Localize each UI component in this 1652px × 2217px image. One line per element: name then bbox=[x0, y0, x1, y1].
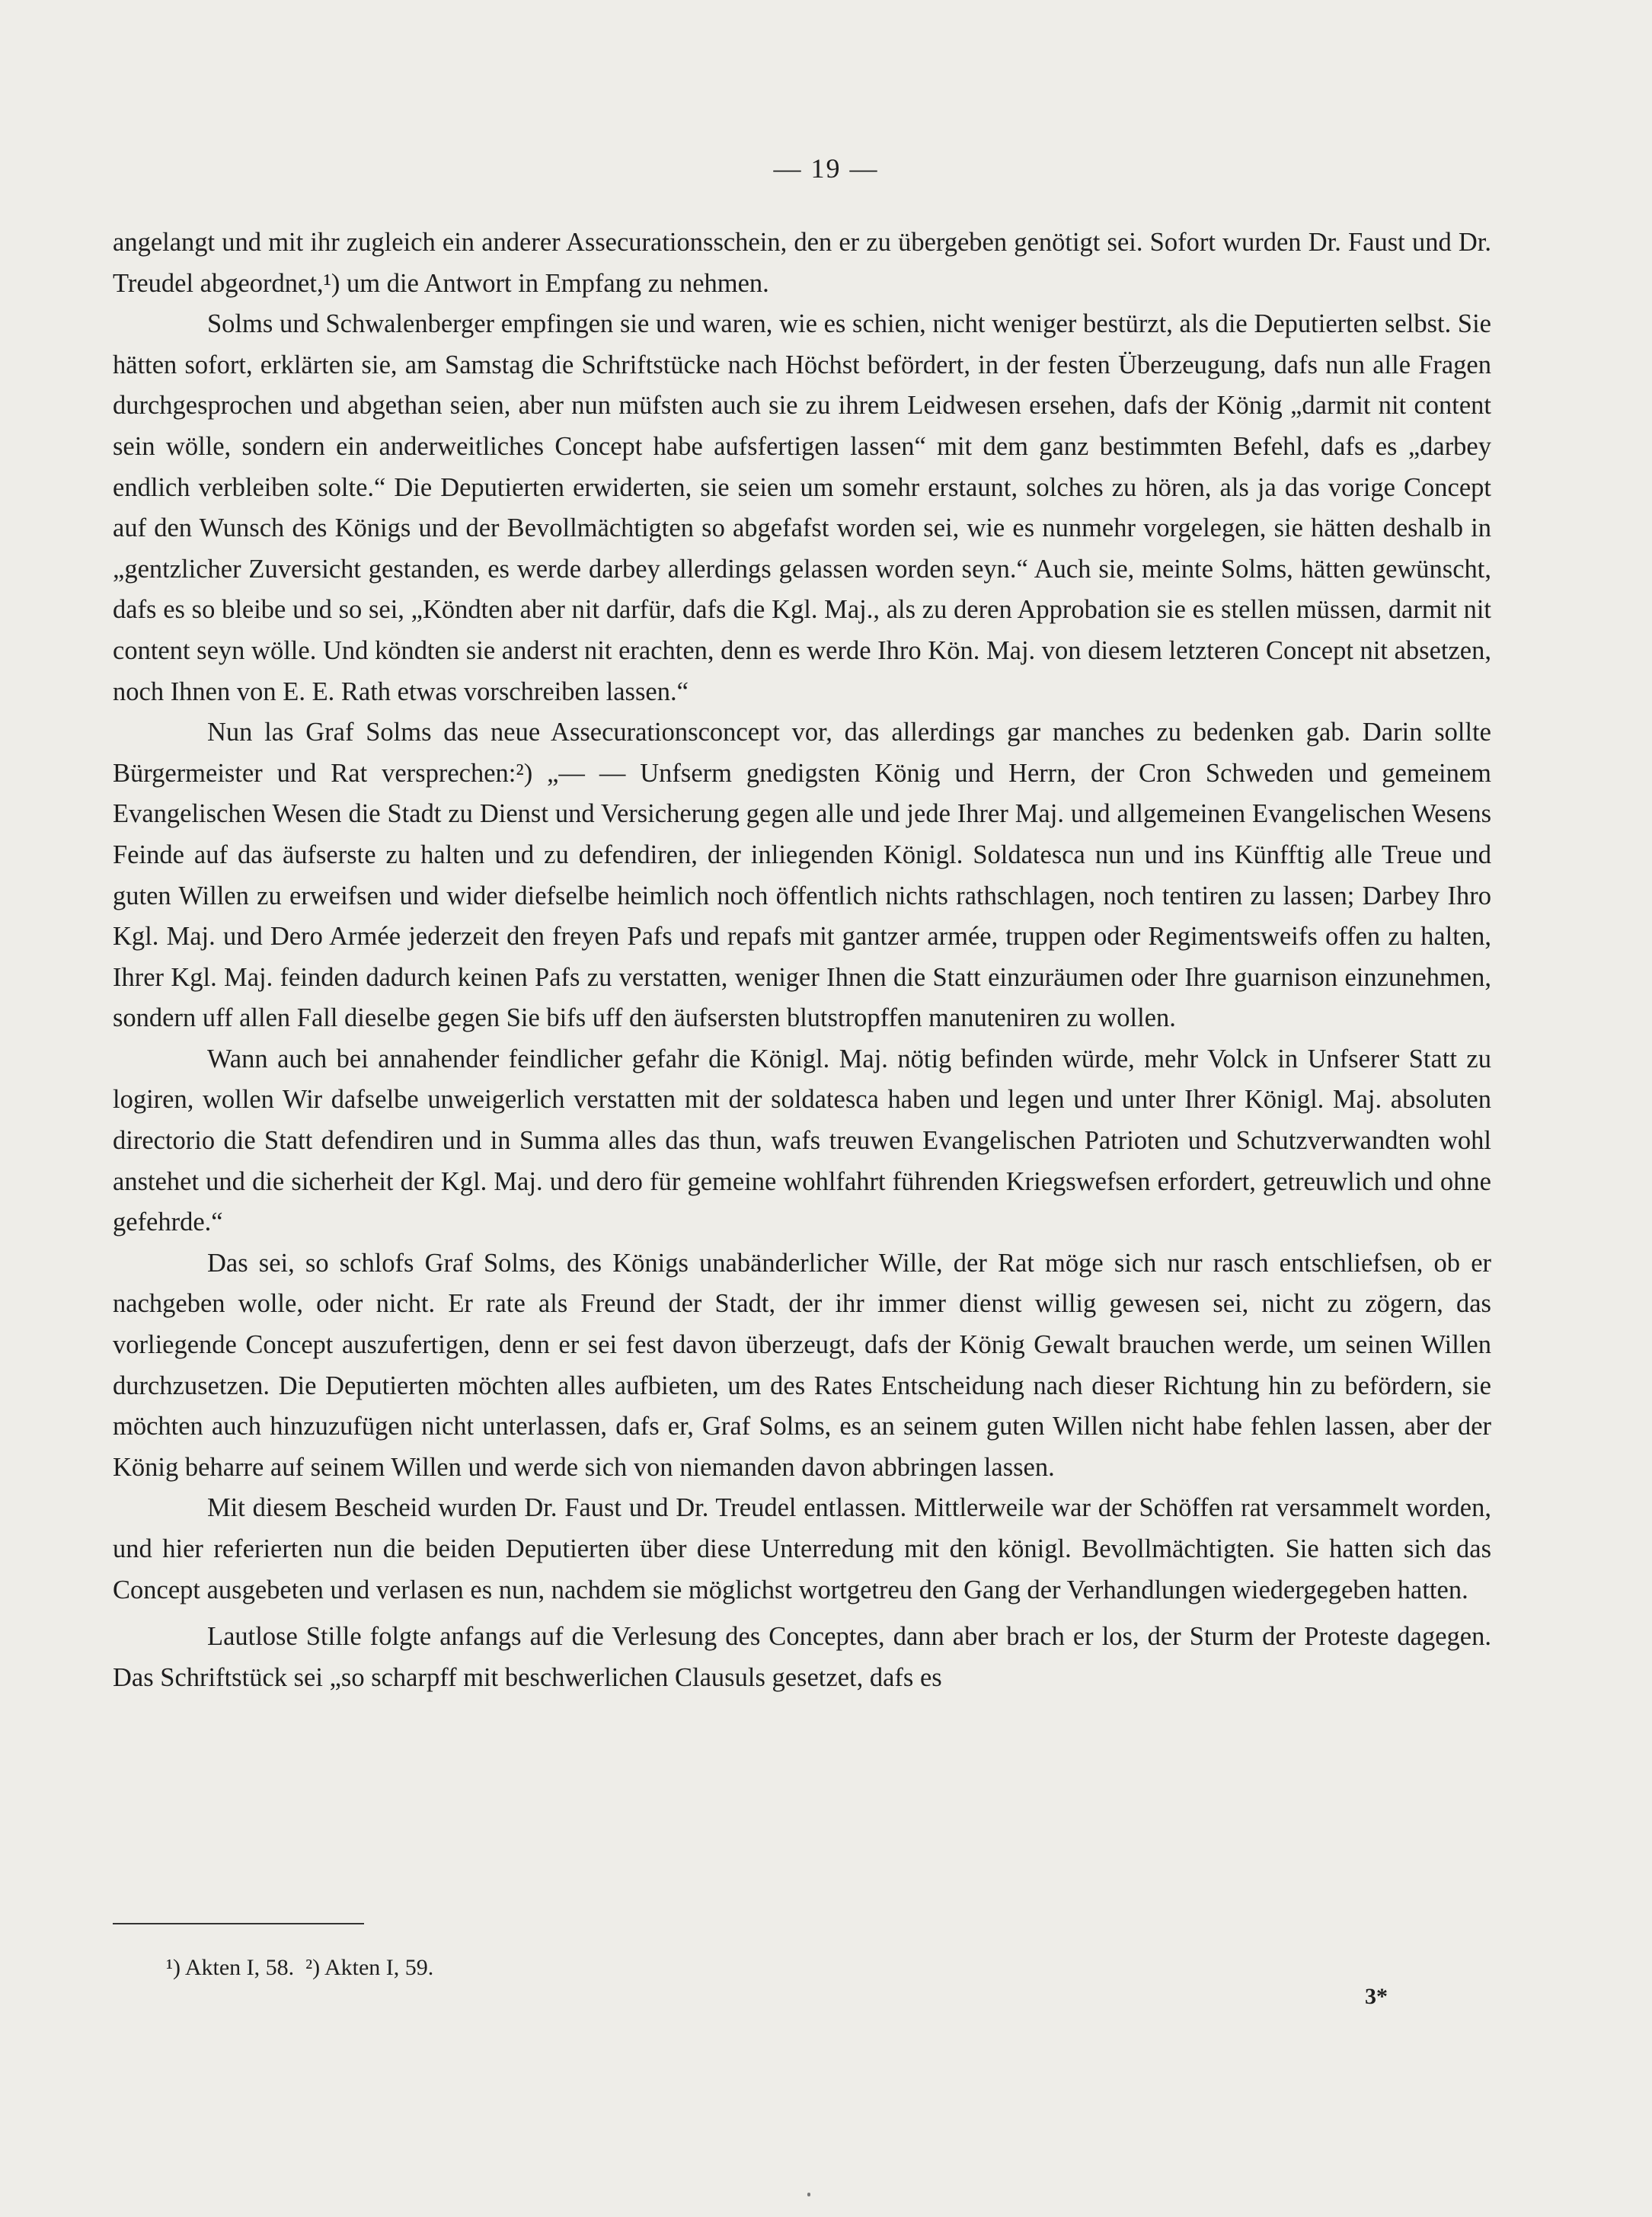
paper-speck bbox=[807, 2193, 810, 2196]
paragraph-3: Nun las Graf Solms das neue Assecurationsconcept vor, das allerdings gar manches zu bedenken gab. Darin sollte Bürgermeister und Rat versprechen:²) „— — Unfserm gnedigsten König und Herrn, der Cron Schweden und gemeinem Evangelischen Wesen die Stadt zu Dienst und Versicherung gegen alle und jede Ihrer Maj. und allgemeinen Evangelischen Wesens Feinde auf das äufserste zu halten und zu defendiren, der inliegenden Königl. Soldatesca nun und ins Künfftig alle Treue und guten Willen zu erweifsen und wider diefselbe heimlich noch öffentlich nichts rathschlagen, noch tentiren zu lassen; Darbey Ihro Kgl. Maj. und Dero Armée jederzeit den freyen Pafs und repafs mit gantzer armée, truppen oder Regimentsweifs offen zu halten, Ihrer Kgl. Maj. feinden dadurch keinen Pafs zu verstatten, weniger Ihnen die Statt einzuräumen oder Ihre guarnison einzunehmen, sondern uff allen Fall dieselbe gegen Sie bifs uff den äufsersten blutstropffen manuteniren zu wollen. bbox=[113, 718, 1491, 1033]
paragraph-5: Das sei, so schlofs Graf Solms, des Königs unabänderlicher Wille, der Rat möge sich nur rasch entschliefsen, ob er nachgeben wolle, oder nicht. Er rate als Freund der Stadt, der ihr immer dienst willig gewesen sei, nicht zu zögern, das vorliegende Concept auszufertigen, denn er sei fest davon überzeugt, dafs der König Gewalt brauchen werde, um seinen Willen durchzusetzen. Die Deputierten möchten alles aufbieten, um des Rates Entscheidung nach dieser Richtung hin zu befördern, sie möchten auch hinzuzufügen nicht unterlassen, dafs er, Graf Solms, es an seinem guten Willen nicht habe fehlen lassen, aber der König beharre auf seinem Willen und werde sich von niemanden davon abbringen lassen. bbox=[113, 1248, 1491, 1482]
body-text bbox=[113, 222, 1491, 1698]
page-number: — 19 — bbox=[773, 153, 879, 184]
paragraph-4: Wann auch bei annahender feindlicher gefahr die Königl. Maj. nötig befinden würde, mehr Volck in Unfserer Statt zu logiren, wollen Wir dafselbe unweigerlich verstatten mit der soldatesca haben und legen und unter Ihrer Königl. Maj. absoluten directorio die Statt defendiren und in Summa alles das thun, wafs treuwen Evangelischen Patrioten und Schutzverwandten wohl anstehet und die sicherheit der Kgl. Maj. und dero für gemeine wohlfahrt führenden Kriegswefsen erfordert, getreuwlich und ohne gefehrde.“ bbox=[113, 1044, 1491, 1237]
paragraph-6: Mit diesem Bescheid wurden Dr. Faust und Dr. Treudel entlassen. Mittlerweile war der Schöffen rat versammelt worden, und hier referierten nun die beiden Deputierten über diese Unterredung mit den königl. Bevollmächtigten. Sie hatten sich das Concept ausgebeten und verlasen es nun, nachdem sie möglichst wortgetreu den Gang der Verhandlungen wiedergegeben hatten. bbox=[113, 1493, 1491, 1604]
signature-mark: 3* bbox=[1365, 1984, 1388, 2009]
paragraph-2: Solms und Schwalenberger empfingen sie und waren, wie es schien, nicht weniger bestürzt, als die Deputierten selbst. Sie hätten sofort, erklärten sie, am Samstag die Schriftstücke nach Höchst befördert, in der festen Überzeugung, dafs nun alle Fragen durchgesprochen und abgethan seien, aber nun müfsten auch sie zu ihrem Leidwesen ersehen, dafs der König „darmit nit content sein wölle, sondern ein anderweitliches Concept habe aufsfertigen lassen“ mit dem ganz bestimmten Befehl, dafs es „darbey endlich verbleiben solte.“ Die Deputierten erwiderten, sie seien um somehr erstaunt, solches zu hören, als ja das vorige Concept auf den Wunsch des Königs und der Bevollmächtigten so abgefafst worden sei, wie es nunmehr vorgelegen, sie hätten deshalb in „gentzlicher Zuversicht gestanden, es werde darbey allerdings gelassen worden seyn.“ Auch sie, meinte Solms, hätten gewünscht, dafs es so bleibe und so sei, „Köndten aber nit darfür, dafs die Kgl. Maj., als zu deren Approbation sie es stellen müssen, darmit nit content seyn wölle. Und köndten sie anderst nit erachten, denn es werde Ihro Kön. Maj. von diesem letzteren Concept nit absetzen, noch Ihnen von E. E. Rath etwas vorschreiben lassen.“ bbox=[113, 309, 1491, 706]
footnote-divider bbox=[113, 1923, 364, 1924]
footnotes: ¹) Akten I, 58. ²) Akten I, 59. bbox=[166, 1955, 434, 1980]
paragraph-7: Lautlose Stille folgte anfangs auf die Verlesung des Conceptes, dann aber brach er los, der Sturm der Proteste dagegen. Das Schriftstück sei „so scharpff mit beschwerlichen Clausuls gesetzet, dafs es bbox=[113, 1622, 1491, 1692]
paragraph-1: angelangt und mit ihr zugleich ein anderer Assecurationsschein, den er zu übergeben genötigt sei. Sofort wurden Dr. Faust und Dr. Treudel abgeordnet,¹) um die Antwort in Empfang zu nehmen. bbox=[113, 228, 1491, 298]
